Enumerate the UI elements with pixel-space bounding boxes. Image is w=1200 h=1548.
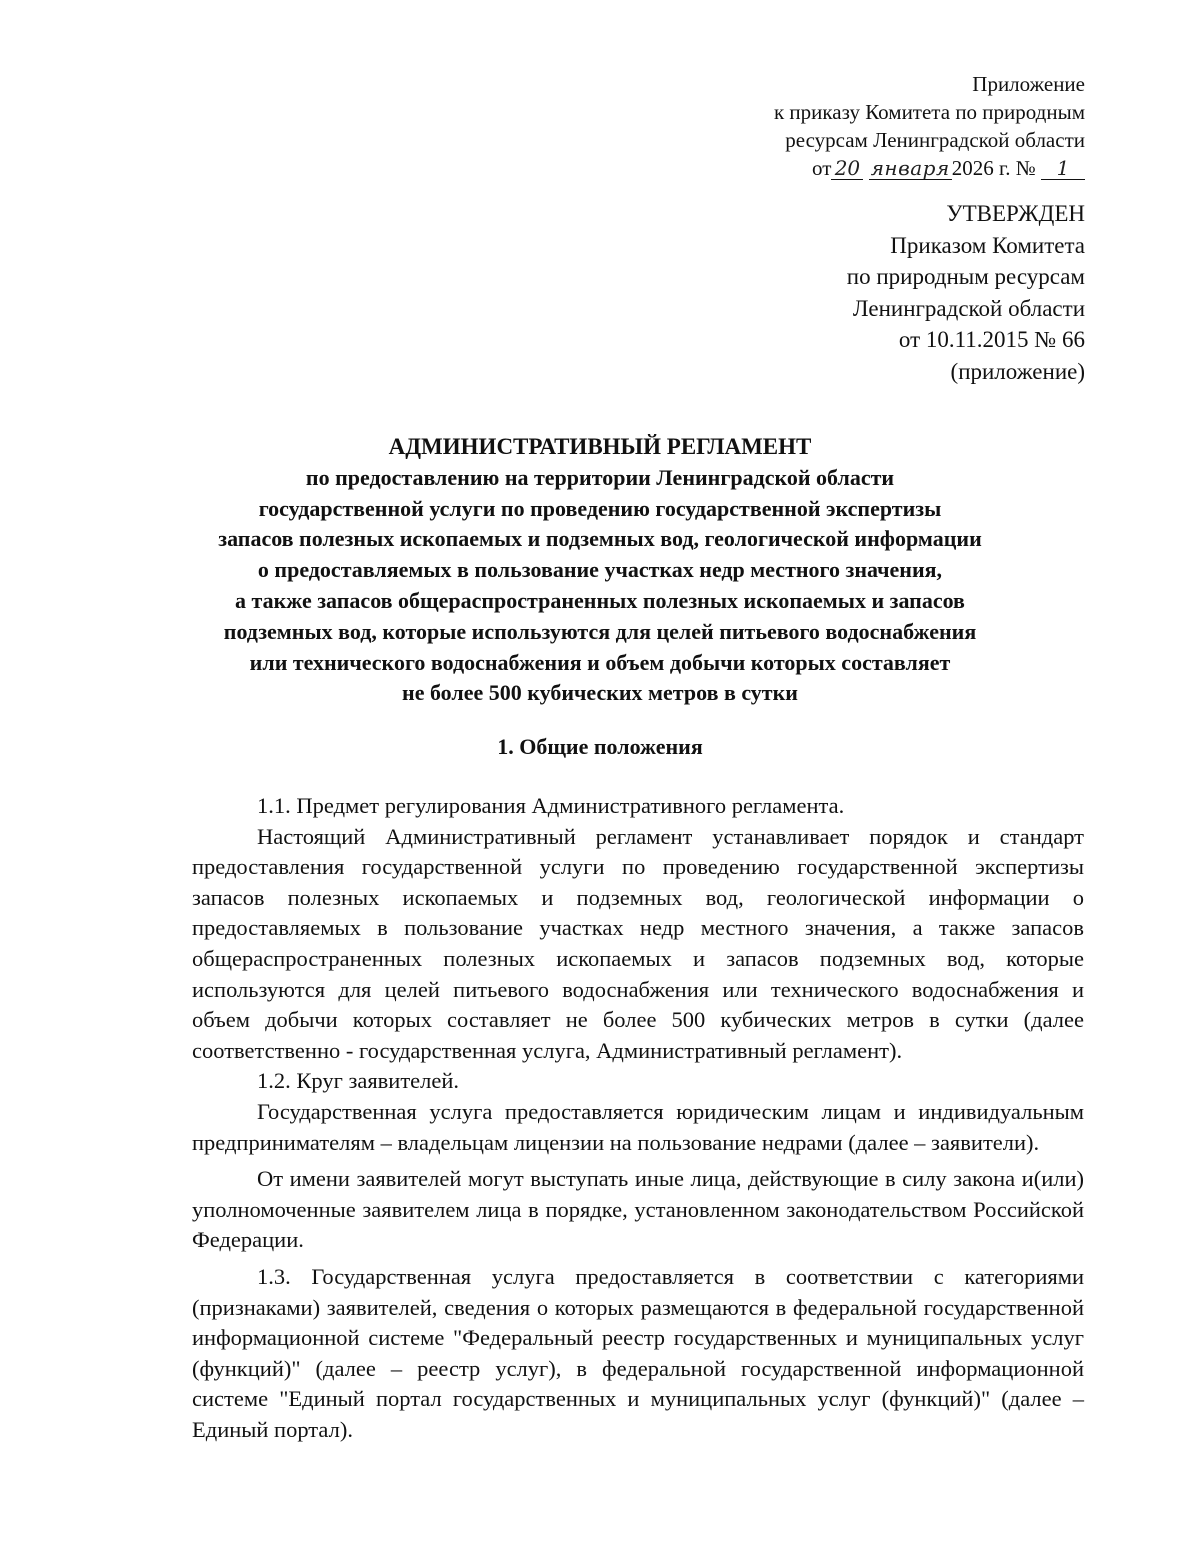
appendix-block — [774, 70, 1085, 182]
approved-line: Приказом Комитета — [890, 232, 1085, 258]
title-main: АДМИНИСТРАТИВНЫЙ РЕГЛАМЕНТ — [388, 434, 812, 459]
approved-line: (приложение) — [950, 358, 1085, 384]
approved-block — [847, 198, 1085, 387]
approved-line: по природным ресурсам — [846, 264, 1085, 289]
approved-line: Ленинградской области — [852, 295, 1085, 321]
handwritten-day: 20 — [831, 157, 863, 180]
date-year: 2026 г. № — [951, 156, 1036, 180]
title-line: или технического водоснабжения и объем добычи которых составляет — [249, 649, 951, 675]
paragraph: 1.1. Предмет регулирования Административного регламента. — [257, 793, 845, 818]
date-prefix: от — [812, 156, 832, 180]
appendix-line: к приказу Комитета по природным — [773, 100, 1085, 124]
appendix-date-line — [774, 154, 1085, 182]
approved-line: от 10.11.2015 № 66 — [898, 327, 1085, 352]
paragraph: Государственная услуга предоставляется юридическим лицам и индивидуальным предпринимателям – владельцам лицензии на пользование недрами (далее – заявители). — [192, 1098, 1084, 1155]
title-line: по предоставлению на территории Ленинградской области — [305, 464, 895, 490]
paragraph: Настоящий Административный регламент устанавливает порядок и стандарт предоставления государственной услуги по проведению государственной экспертизы запасов полезных ископаемых и подземных вод, геологической информации о предоставляемых в пользование участках недр местного значения, а также запасов общераспространенных полезных ископаемых и запасов подземных вод, которые используются для целей питьевого водоснабжения или технического водоснабжения и объем добычи которых составляет не более 500 кубических метров в сутки (далее соответственно - государственная услуга, Административный регламент). — [192, 823, 1084, 1063]
paragraph: 1.3. Государственная услуга предоставляется в соответствии с категориями (признаками) заявителей, сведения о которых размещаются в федеральной государственной информационной системе "Федеральный реестр государственных и муниципальных услуг (функций)" (далее – реестр услуг), в федеральной государственной информационной системе "Единый портал государственных и муниципальных услуг (функций)" (далее – Единый портал). — [192, 1263, 1084, 1442]
handwritten-month: января — [870, 156, 950, 180]
handwritten-order-number: 1 — [1041, 157, 1085, 180]
section-body — [192, 791, 1084, 1445]
paragraph: От имени заявителей могут выступать иные лица, действующие в силу закона и(или) уполномоченные заявителем лица в порядке, установленном законодательством Российской Федерации. — [192, 1166, 1084, 1253]
title-line: запасов полезных ископаемых и подземных вод, геологической информации — [218, 526, 982, 552]
title-line: а также запасов общераспространенных полезных ископаемых и запасов — [235, 587, 965, 613]
paragraph: 1.2. Круг заявителей. — [257, 1068, 460, 1094]
appendix-line: Приложение — [972, 72, 1085, 96]
title-line: не более 500 кубических метров в сутки — [402, 680, 798, 706]
title-line: подземных вод, которые используются для целей питьевого водоснабжения — [223, 618, 977, 644]
approved-heading: УТВЕРЖДЕН — [946, 201, 1085, 226]
document-title — [160, 432, 1040, 709]
section-heading: 1. Общие положения — [497, 734, 703, 759]
title-line: о предоставляемых в пользование участках недр местного значения, — [257, 557, 943, 583]
appendix-line: ресурсам Ленинградской области — [785, 128, 1085, 152]
title-line: государственной услуги по проведению государственной экспертизы — [258, 495, 942, 521]
